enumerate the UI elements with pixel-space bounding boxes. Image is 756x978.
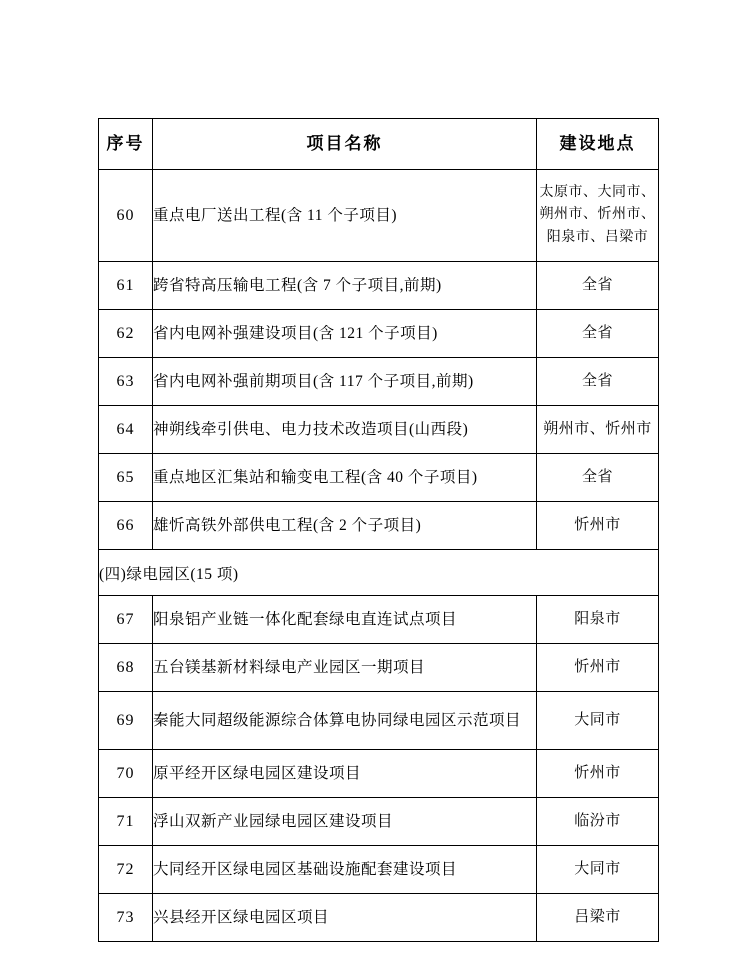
row-name: 浮山双新产业园绿电园区建设项目 [153,798,537,846]
row-name: 省内电网补强建设项目(含 121 个子项目) [153,310,537,358]
row-no: 61 [99,262,153,310]
row-name: 原平经开区绿电园区建设项目 [153,750,537,798]
row-location: 全省 [537,358,659,406]
row-name: 秦能大同超级能源综合体算电协同绿电园区示范项目 [153,692,537,750]
row-location: 忻州市 [537,644,659,692]
project-list-table [98,118,659,942]
row-location: 全省 [537,262,659,310]
row-name: 大同经开区绿电园区基础设施配套建设项目 [153,846,537,894]
location-line: 阳泉市、吕梁市 [546,229,649,245]
table-row [99,798,659,846]
row-no: 69 [99,692,153,750]
table-row [99,262,659,310]
table-row [99,846,659,894]
table-row [99,894,659,942]
column-header-no: 序号 [99,119,153,170]
row-no: 66 [99,502,153,550]
row-name: 兴县经开区绿电园区项目 [153,894,537,942]
row-no: 71 [99,798,153,846]
table-row [99,692,659,750]
row-no: 64 [99,406,153,454]
row-no: 62 [99,310,153,358]
row-location: 吕梁市 [537,894,659,942]
row-location: 朔州市、忻州市 [537,406,659,454]
row-name: 跨省特高压输电工程(含 7 个子项目,前期) [153,262,537,310]
row-no: 68 [99,644,153,692]
row-no: 73 [99,894,153,942]
row-no: 60 [99,170,153,262]
row-name: 阳泉铝产业链一体化配套绿电直连试点项目 [153,596,537,644]
row-location: 大同市 [537,692,659,750]
row-name: 五台镁基新材料绿电产业园区一期项目 [153,644,537,692]
table-header-row [99,119,659,170]
row-no: 65 [99,454,153,502]
row-location [537,170,659,262]
row-location: 全省 [537,310,659,358]
section-row [99,550,659,596]
column-header-location: 建设地点 [537,119,659,170]
row-location: 忻州市 [537,502,659,550]
table-row [99,358,659,406]
table-row [99,596,659,644]
row-name: 雄忻高铁外部供电工程(含 2 个子项目) [153,502,537,550]
row-name: 神朔线牵引供电、电力技术改造项目(山西段) [153,406,537,454]
table-row [99,644,659,692]
table-row [99,310,659,358]
location-line: 朔州市、忻州市、 [539,207,656,223]
row-name: 重点电厂送出工程(含 11 个子项目) [153,170,537,262]
table-row [99,502,659,550]
row-location: 阳泉市 [537,596,659,644]
row-no: 72 [99,846,153,894]
row-location: 临汾市 [537,798,659,846]
row-location: 大同市 [537,846,659,894]
row-name: 省内电网补强前期项目(含 117 个子项目,前期) [153,358,537,406]
row-name: 重点地区汇集站和输变电工程(含 40 个子项目) [153,454,537,502]
row-no: 67 [99,596,153,644]
table-row [99,406,659,454]
row-location: 忻州市 [537,750,659,798]
row-location: 全省 [537,454,659,502]
table-row [99,454,659,502]
section-title: (四)绿电园区(15 项) [99,550,659,596]
row-no: 70 [99,750,153,798]
table-row [99,170,659,262]
table-row [99,750,659,798]
location-line: 太原市、大同市、 [539,184,656,200]
column-header-name: 项目名称 [153,119,537,170]
row-no: 63 [99,358,153,406]
